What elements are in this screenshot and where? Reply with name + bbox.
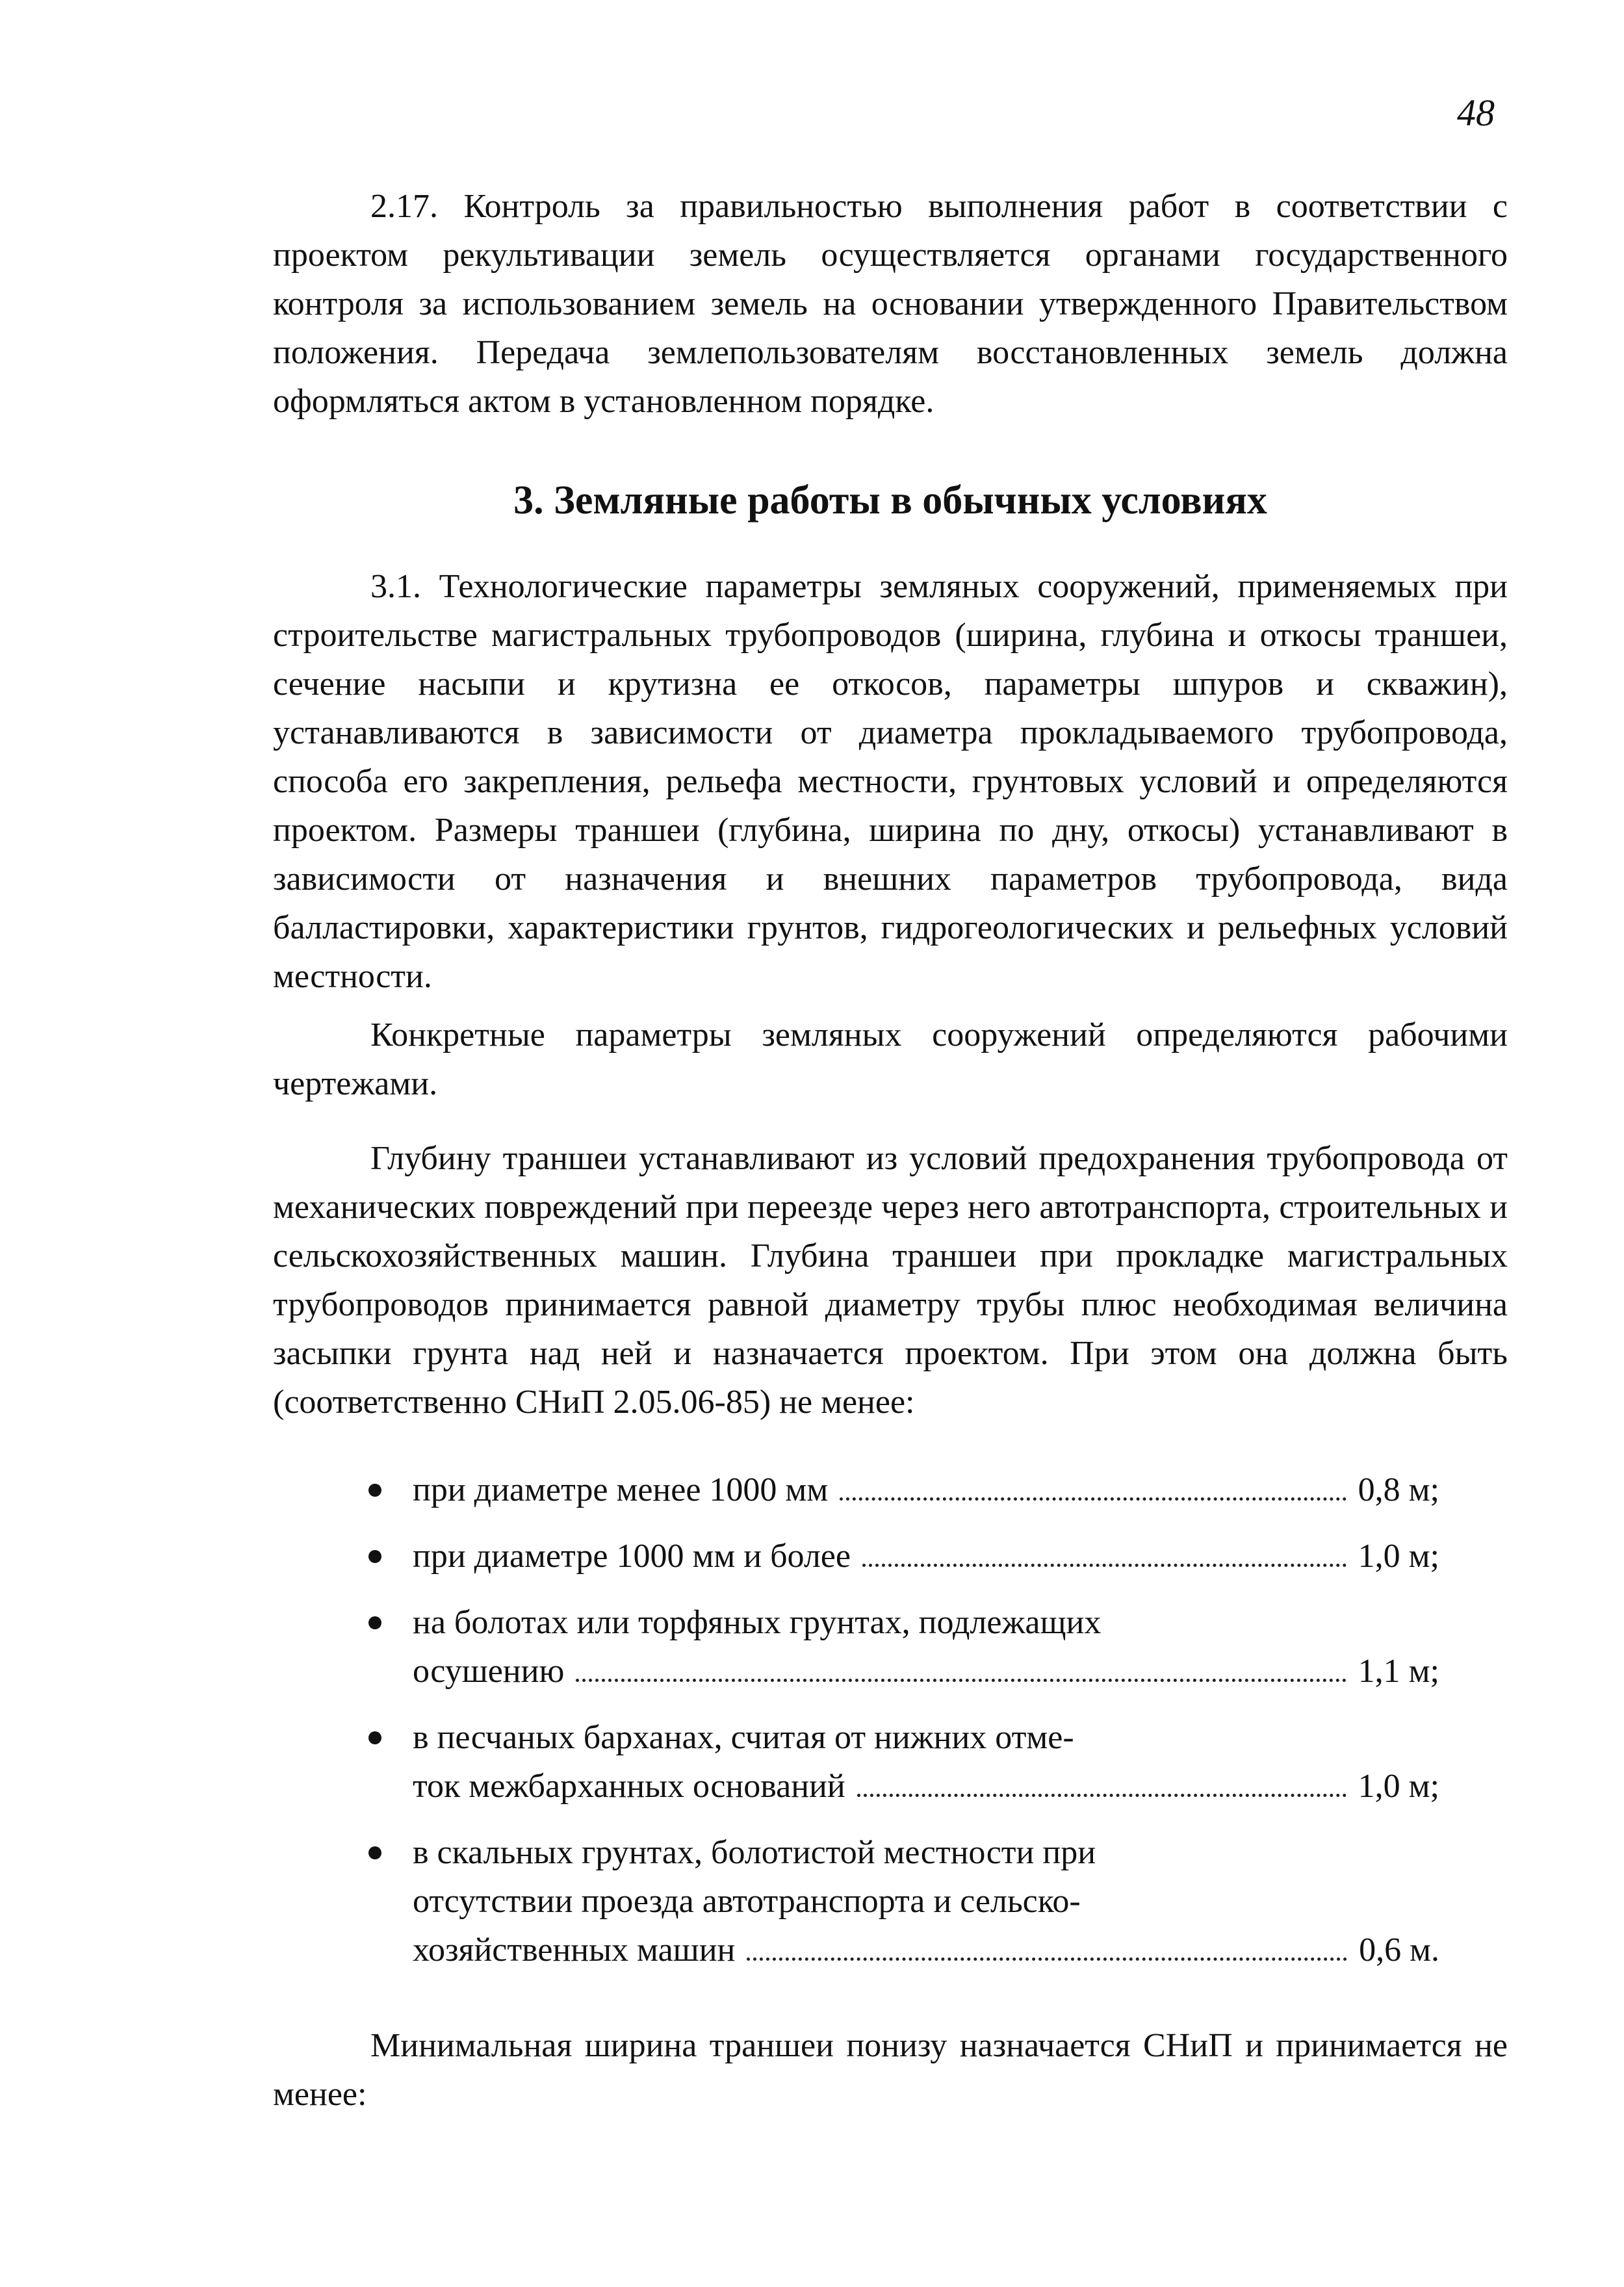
paragraph-trench-width: Минимальная ширина траншеи понизу назначается СНиП и принимается не менее: bbox=[273, 2027, 1508, 2113]
list-item-text-line: отсутствии проезда автотранспорта и сельско- bbox=[413, 1883, 1081, 1920]
list-item-value: 1,0 м; bbox=[1358, 1538, 1439, 1575]
list-item-value: 1,1 м; bbox=[1358, 1653, 1439, 1690]
list-item bbox=[367, 1713, 1439, 1811]
bullet-icon bbox=[368, 1484, 381, 1497]
list-item-text-line: в песчаных барханах, считая от нижних отме- bbox=[413, 1719, 1074, 1756]
paragraph-trench-depth: Глубину траншеи устанавливают из условий предохранения трубопровода от механических повреждений при переезде через него автотранспорта, строительных и сельскохозяйственных машин. Глубина траншеи при прокладке магистральных трубопроводов принимается равной диаметру трубы плюс необходимая величина засыпки грунта над ней и назначается проектом. При этом она должна быть (соответственно СНиП 2.05.06-85) не менее: bbox=[273, 1140, 1508, 1421]
list-item-text-line: в скальных грунтах, болотистой местности при bbox=[413, 1834, 1096, 1871]
bullet-icon bbox=[368, 1846, 381, 1859]
page-number: 48 bbox=[1457, 92, 1495, 134]
paragraph-3-1: 3.1. Технологические параметры земляных сооружений, применяемых при строительстве магистральных трубопроводов (ширина, глубина и откосы траншеи, сечение насыпи и крутизна ее откосов, параметры шпуров и скважин), устанавливаются в зависимости от диаметра прокладываемого трубопровода, способа его закрепления, рельефа местности, грунтовых условий и определяются проектом. Размеры траншеи (глубина, ширина по дну, откосы) устанавливают в зависимости от назначения и внешних параметров трубопровода, вида балластировки, характеристики грунтов, гидрогеологических и рельефных условий местности. bbox=[273, 568, 1508, 995]
depth-requirements-list bbox=[367, 1466, 1439, 1992]
list-item-label: при диаметре менее 1000 мм bbox=[413, 1471, 829, 1508]
list-item-text-line: на болотах или торфяных грунтах, подлежащих bbox=[413, 1604, 1102, 1641]
list-item-label: при диаметре 1000 мм и более bbox=[413, 1538, 851, 1575]
dot-leader bbox=[747, 1958, 1347, 1961]
list-item bbox=[367, 1828, 1439, 1974]
dot-leader bbox=[862, 1564, 1347, 1567]
dot-leader bbox=[857, 1794, 1347, 1797]
paragraph-concrete-parameters: Конкретные параметры земляных сооружений определяются рабочими чертежами. bbox=[273, 1016, 1508, 1102]
list-item-label: осушению bbox=[413, 1653, 565, 1690]
list-item bbox=[367, 1466, 1439, 1514]
bullet-icon bbox=[368, 1731, 381, 1744]
dot-leader bbox=[840, 1497, 1346, 1501]
list-item-label: ток межбарханных оснований bbox=[413, 1768, 845, 1805]
list-item bbox=[367, 1532, 1439, 1581]
bullet-icon bbox=[368, 1616, 381, 1629]
section-heading: 3. Земляные работы в обычных условиях bbox=[513, 478, 1267, 523]
list-item-label: хозяйственных машин bbox=[413, 1932, 736, 1969]
list-item-value: 0,6 м. bbox=[1359, 1932, 1439, 1969]
bullet-icon bbox=[368, 1550, 381, 1563]
list-item bbox=[367, 1598, 1439, 1696]
paragraph-2-17: 2.17. Контроль за правильностью выполнения работ в соответствии с проектом рекультивации земель осуществляется органами государственного контроля за использованием земель на основании утвержденного Правительством положения. Передача землепользователям восстановленных земель должна оформляться актом в установленном порядке. bbox=[273, 188, 1508, 420]
dot-leader bbox=[576, 1679, 1346, 1682]
list-item-value: 0,8 м; bbox=[1358, 1471, 1439, 1508]
list-item-value: 1,0 м; bbox=[1358, 1768, 1439, 1805]
